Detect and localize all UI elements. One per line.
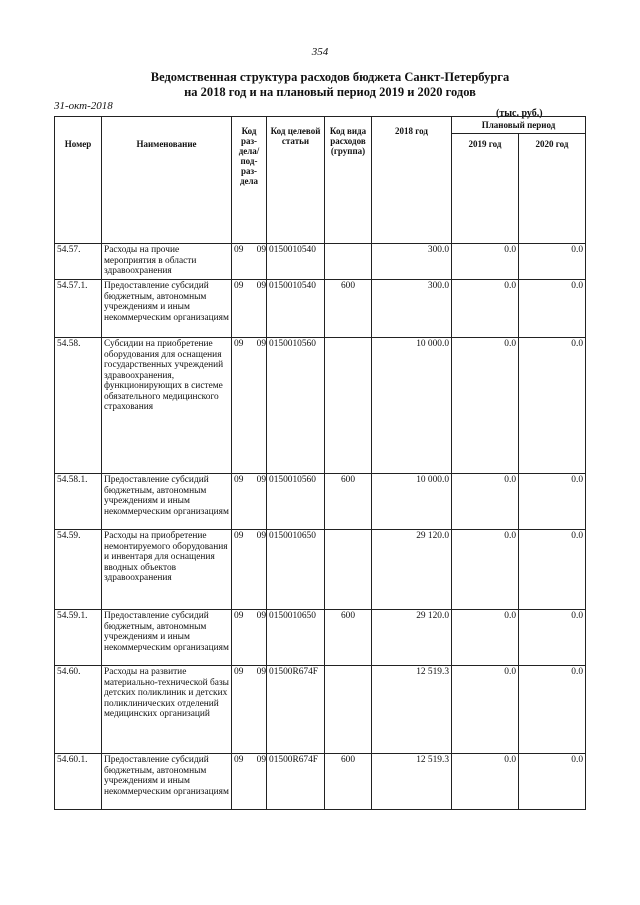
cell-2020: 0.0	[519, 338, 586, 474]
cell-section	[232, 338, 267, 474]
cell-type: 600	[325, 280, 372, 338]
subsection-code: 09	[256, 667, 266, 677]
cell-type: 600	[325, 474, 372, 530]
cell-type	[325, 530, 372, 610]
cell-2019: 0.0	[452, 754, 519, 810]
cell-section	[232, 280, 267, 338]
cell-number: 54.60.	[55, 666, 102, 754]
cell-name: Предоставление субсидий бюджетным, автономным учреждениям и иным некоммерческим организациям	[102, 610, 232, 666]
cell-number: 54.59.	[55, 530, 102, 610]
table-row	[55, 530, 586, 610]
cell-section	[232, 244, 267, 280]
section-code: 09	[234, 475, 244, 485]
cell-2018: 29 120.0	[372, 610, 452, 666]
cell-2018: 300.0	[372, 280, 452, 338]
table-row	[55, 338, 586, 474]
cell-type: 600	[325, 610, 372, 666]
title-line-2: на 2018 год и на плановый период 2019 и 2020 годов	[184, 85, 476, 99]
cell-target: 0150010650	[267, 530, 325, 610]
cell-section	[232, 754, 267, 810]
header-2018: 2018 год	[372, 117, 452, 244]
header-name: Наименование	[102, 117, 232, 244]
subsection-code: 09	[256, 339, 266, 349]
title-line-1: Ведомственная структура расходов бюджета Санкт-Петербурга	[150, 70, 510, 84]
cell-number: 54.57.1.	[55, 280, 102, 338]
subsection-code: 09	[256, 245, 266, 255]
table-row	[55, 610, 586, 666]
cell-number: 54.58.1.	[55, 474, 102, 530]
cell-2018: 12 519.3	[372, 666, 452, 754]
cell-target: 0150010560	[267, 338, 325, 474]
cell-2018: 29 120.0	[372, 530, 452, 610]
cell-section	[232, 474, 267, 530]
cell-target: 0150010650	[267, 610, 325, 666]
section-code: 09	[234, 339, 244, 349]
section-code: 09	[234, 531, 244, 541]
cell-2019: 0.0	[452, 666, 519, 754]
subsection-code: 09	[256, 281, 266, 291]
cell-name: Субсидии на приобретение оборудования для оснащения государственных учреждений здравоохранения, функционирующих в системе обязательного медицинского страхования	[102, 338, 232, 474]
header-section-code: Код раз- дела/ под- раз- дела	[232, 117, 267, 244]
subsection-code: 09	[256, 531, 266, 541]
table-row	[55, 666, 586, 754]
section-code: 09	[234, 245, 244, 255]
cell-2018: 12 519.3	[372, 754, 452, 810]
cell-2020: 0.0	[519, 244, 586, 280]
cell-target: 0150010540	[267, 280, 325, 338]
cell-2019: 0.0	[452, 280, 519, 338]
cell-section	[232, 610, 267, 666]
section-code: 09	[234, 755, 244, 765]
header-number: Номер	[55, 117, 102, 244]
cell-target: 01500R674F	[267, 754, 325, 810]
cell-name: Предоставление субсидий бюджетным, автономным учреждениям и иным некоммерческим организациям	[102, 474, 232, 530]
table-row	[55, 754, 586, 810]
cell-2020: 0.0	[519, 666, 586, 754]
cell-2019: 0.0	[452, 474, 519, 530]
subsection-code: 09	[256, 755, 266, 765]
cell-2018: 10 000.0	[372, 474, 452, 530]
cell-name: Предоставление субсидий бюджетным, автономным учреждениям и иным некоммерческим организациям	[102, 280, 232, 338]
cell-type	[325, 338, 372, 474]
cell-target: 01500R674F	[267, 666, 325, 754]
table-row	[55, 280, 586, 338]
cell-type	[325, 244, 372, 280]
cell-2020: 0.0	[519, 530, 586, 610]
cell-number: 54.57.	[55, 244, 102, 280]
units-label: (тыс. руб.)	[496, 108, 543, 119]
cell-2018: 300.0	[372, 244, 452, 280]
section-code: 09	[234, 611, 244, 621]
subsection-code: 09	[256, 611, 266, 621]
table-row	[55, 474, 586, 530]
cell-name: Расходы на приобретение немонтируемого оборудования и инвентаря для оснащения вводных объектов здравоохранения	[102, 530, 232, 610]
page-number: 354	[311, 46, 329, 58]
header-2020: 2020 год	[519, 134, 586, 244]
header-target-code: Код целевой статьи	[267, 117, 325, 244]
cell-2019: 0.0	[452, 530, 519, 610]
header-2019: 2019 год	[452, 134, 519, 244]
cell-2019: 0.0	[452, 338, 519, 474]
cell-name: Расходы на развитие материально-технической базы детских поликлиник и детских поликлинических отделений медицинских организаций	[102, 666, 232, 754]
cell-type: 600	[325, 754, 372, 810]
header-expense-type-code: Код вида расходов (группа)	[325, 117, 372, 244]
cell-2020: 0.0	[519, 474, 586, 530]
cell-name: Расходы на прочие мероприятия в области здравоохранения	[102, 244, 232, 280]
cell-name: Предоставление субсидий бюджетным, автономным учреждениям и иным некоммерческим организациям	[102, 754, 232, 810]
cell-type	[325, 666, 372, 754]
cell-section	[232, 666, 267, 754]
header-plan-period: Плановый период	[452, 117, 586, 134]
subsection-code: 09	[256, 475, 266, 485]
cell-target: 0150010540	[267, 244, 325, 280]
cell-2018: 10 000.0	[372, 338, 452, 474]
cell-number: 54.60.1.	[55, 754, 102, 810]
cell-number: 54.59.1.	[55, 610, 102, 666]
section-code: 09	[234, 281, 244, 291]
cell-2019: 0.0	[452, 244, 519, 280]
cell-target: 0150010560	[267, 474, 325, 530]
table-body	[55, 244, 586, 810]
cell-number: 54.58.	[55, 338, 102, 474]
document-date: 31-окт-2018	[54, 100, 113, 112]
cell-2020: 0.0	[519, 610, 586, 666]
document-title	[60, 70, 600, 100]
cell-2020: 0.0	[519, 754, 586, 810]
cell-section	[232, 530, 267, 610]
cell-2020: 0.0	[519, 280, 586, 338]
table-row	[55, 244, 586, 280]
section-code: 09	[234, 667, 244, 677]
table-header	[55, 117, 586, 244]
budget-table	[54, 116, 586, 810]
cell-2019: 0.0	[452, 610, 519, 666]
